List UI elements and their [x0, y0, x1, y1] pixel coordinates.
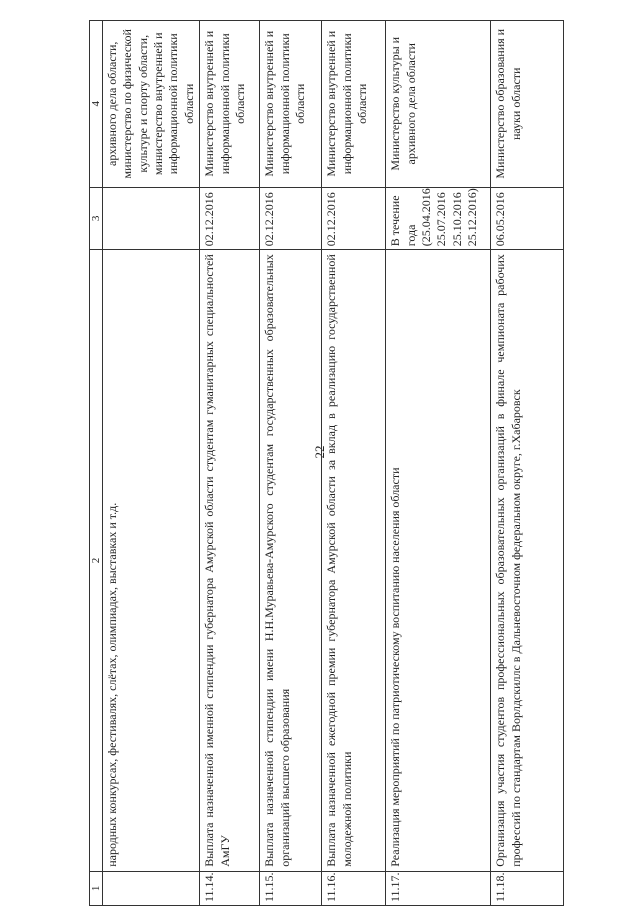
row-date: [103, 187, 200, 250]
row-date: 02.12.2016: [260, 187, 322, 250]
table-header-row: [90, 21, 103, 906]
row-organization: Министерство образования и науки области: [491, 21, 564, 188]
row-organization: Министерство внутренней и информационной политики области: [200, 21, 260, 188]
row-number: 11.17.: [386, 871, 491, 905]
column-header: 2: [90, 250, 103, 872]
row-number: 11.18.: [491, 871, 564, 905]
table-row: [322, 21, 386, 906]
row-number: 11.14.: [200, 871, 260, 905]
row-number: 11.15.: [260, 871, 322, 905]
row-event: народных конкурсах, фестивалях, слётах, олимпиадах, выставках и т.д.: [103, 250, 200, 872]
row-organization: Министерство внутренней и информационной политики области: [322, 21, 386, 188]
column-header: 4: [90, 21, 103, 188]
table-row: [386, 21, 491, 906]
row-organization: Министерство внутренней и информационной политики области: [260, 21, 322, 188]
row-date: 02.12.2016: [322, 187, 386, 250]
row-event: Реализация мероприятий по патриотическому воспитанию населения области: [386, 250, 491, 872]
table-row: [103, 21, 200, 906]
table-row: [491, 21, 564, 906]
column-header: 1: [90, 871, 103, 905]
row-organization: Министерство культуры и архивного дела области: [386, 21, 491, 188]
row-number: [103, 871, 200, 905]
table-row: [200, 21, 260, 906]
row-organization: архивного дела области, министерство по физической культуре и спорту области, министерство внутренней и информационной политики области: [103, 21, 200, 188]
table-row: [260, 21, 322, 906]
column-header: 3: [90, 187, 103, 250]
page-number: 22: [312, 445, 327, 459]
row-number: 11.16.: [322, 871, 386, 905]
row-event: Выплата назначенной стипендии имени Н.Н.Муравьева-Амурского студентам государственных образовательных организаций высшего образования: [260, 250, 322, 872]
row-event: Выплата назначенной именной стипендии губернатора Амурской области студентам гуманитарных специальностей АмГУ: [200, 250, 260, 872]
row-event: Выплата назначенной ежегодной премии губернатора Амурской области за вклад в реализацию государственной молодежной политики: [322, 250, 386, 872]
row-date: 02.12.2016: [200, 187, 260, 250]
row-date: В течение года (25.04.2016 25.07.2016 25.10.2016 25.12.2016): [386, 187, 491, 250]
activities-table: [89, 20, 551, 906]
row-date: 06.05.2016: [491, 187, 564, 250]
row-event: Организация участия студентов профессиональных образовательных организаций в финале чемпионата рабочих профессий по стандартам Ворлдскиллс в Дальневосточном федеральном округе, г.Хабаровск: [491, 250, 564, 872]
